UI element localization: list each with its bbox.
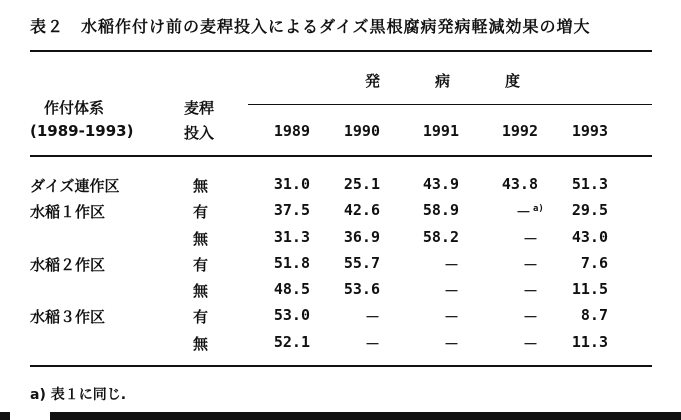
table-cell-1989 <box>260 280 310 298</box>
cell-value: 42.6 <box>343 201 380 219</box>
table-cell-1992 <box>488 333 538 354</box>
disease-underline <box>248 104 652 105</box>
cell-value: 36.9 <box>343 228 380 246</box>
cell-value: 7.6 <box>580 254 608 272</box>
cell-value: 11.3 <box>571 333 608 351</box>
year-header-1990: 1990 <box>343 122 380 140</box>
table-cell-1991 <box>409 333 459 354</box>
cell-value: － <box>364 308 380 326</box>
table-cell-1993 <box>558 306 608 324</box>
row-straw-input: 無 <box>193 177 209 195</box>
cell-value: － <box>364 335 380 353</box>
table-cell-1992 <box>488 254 538 275</box>
cell-value: 48.5 <box>273 280 310 298</box>
table-cell-1992 <box>488 175 538 193</box>
table-cell-1991 <box>409 254 459 275</box>
table-cell-1993 <box>558 280 608 298</box>
cell-value: 25.1 <box>343 175 380 193</box>
cell-value: 53.0 <box>273 306 310 324</box>
footnote-marker: a) <box>533 204 544 214</box>
cell-value: 37.5 <box>273 201 310 219</box>
table-cell-1990 <box>330 201 380 219</box>
cell-value: － <box>516 203 532 221</box>
table-cell-1989 <box>260 306 310 324</box>
year-header-1993: 1993 <box>571 122 608 140</box>
table-cell-1990 <box>330 254 380 272</box>
cell-value: － <box>443 308 459 326</box>
table-cell-1991 <box>409 306 459 327</box>
table-cell-1991 <box>409 175 459 193</box>
table-cell-1989 <box>260 228 310 246</box>
row-system-label: 水稲３作区 <box>30 308 106 326</box>
table-cell-1992 <box>488 280 538 301</box>
table-cell-1989 <box>260 175 310 193</box>
top-rule <box>30 50 652 52</box>
cell-value: 51.8 <box>273 254 310 272</box>
cell-value: 58.2 <box>422 228 459 246</box>
cell-value: － <box>522 308 538 326</box>
table-title: 表２ 水稲作付け前の麦稈投入によるダイズ黒根腐病発病軽減効果の増大 <box>30 17 591 36</box>
row-straw-input: 無 <box>193 335 209 353</box>
table-cell-1993 <box>558 254 608 272</box>
bottom-rule <box>30 365 652 367</box>
year-header-1991: 1991 <box>422 122 459 140</box>
table-cell-1993 <box>558 333 608 351</box>
header-straw-line2: 投入 <box>184 124 215 142</box>
cell-value: － <box>443 256 459 274</box>
header-period: (1989-1993) <box>30 122 134 140</box>
row-system-label: 水稲２作区 <box>30 256 106 274</box>
year-header-1989: 1989 <box>273 122 310 140</box>
cell-value: 43.0 <box>571 228 608 246</box>
table-cell-1993 <box>558 175 608 193</box>
table-cell-1990 <box>330 306 380 327</box>
table-cell-1992 <box>488 306 538 327</box>
table-cell-1993 <box>558 228 608 246</box>
row-straw-input: 有 <box>193 308 209 326</box>
row-system-label: ダイズ連作区 <box>30 177 120 195</box>
table-cell-1991 <box>409 201 459 219</box>
cell-value: 29.5 <box>571 201 608 219</box>
table-cell-1992 <box>488 228 538 249</box>
cell-value: － <box>522 335 538 353</box>
cell-value: － <box>443 282 459 300</box>
footnote: a) 表１に同じ. <box>30 387 127 403</box>
cell-value: 51.3 <box>571 175 608 193</box>
row-straw-input: 有 <box>193 203 209 221</box>
cell-value: 8.7 <box>580 306 608 324</box>
cell-value: 43.9 <box>422 175 459 193</box>
scan-edge <box>0 412 681 420</box>
header-straw-line1: 麦稈 <box>184 99 215 117</box>
cell-value: 53.6 <box>343 280 380 298</box>
table-cell-1989 <box>260 333 310 351</box>
cell-value: 52.1 <box>273 333 310 351</box>
table-cell-1993 <box>558 201 608 219</box>
table-cell-1990 <box>330 333 380 354</box>
row-straw-input: 無 <box>193 230 209 248</box>
cell-value: 11.5 <box>571 280 608 298</box>
header-rule <box>30 155 652 157</box>
row-system-label: 水稲１作区 <box>30 203 106 221</box>
table-cell-1989 <box>260 254 310 272</box>
table-cell-1991 <box>409 228 459 246</box>
cell-value: － <box>522 230 538 248</box>
cell-value: 31.3 <box>273 228 310 246</box>
cell-value: － <box>522 282 538 300</box>
table-cell-1990 <box>330 228 380 246</box>
row-straw-input: 無 <box>193 282 209 300</box>
cell-value: － <box>443 335 459 353</box>
cell-value: － <box>522 256 538 274</box>
cell-value: 31.0 <box>273 175 310 193</box>
table-cell-1990 <box>330 175 380 193</box>
cell-value: 55.7 <box>343 254 380 272</box>
header-disease-label: 発 病 度 <box>365 72 541 90</box>
cell-value: 43.8 <box>501 175 538 193</box>
cell-value: 58.9 <box>422 201 459 219</box>
table-cell-1989 <box>260 201 310 219</box>
row-straw-input: 有 <box>193 256 209 274</box>
table-cell-1990 <box>330 280 380 298</box>
header-system-label: 作付体系 <box>44 99 105 117</box>
table-cell-1991 <box>409 280 459 301</box>
year-header-1992: 1992 <box>501 122 538 140</box>
